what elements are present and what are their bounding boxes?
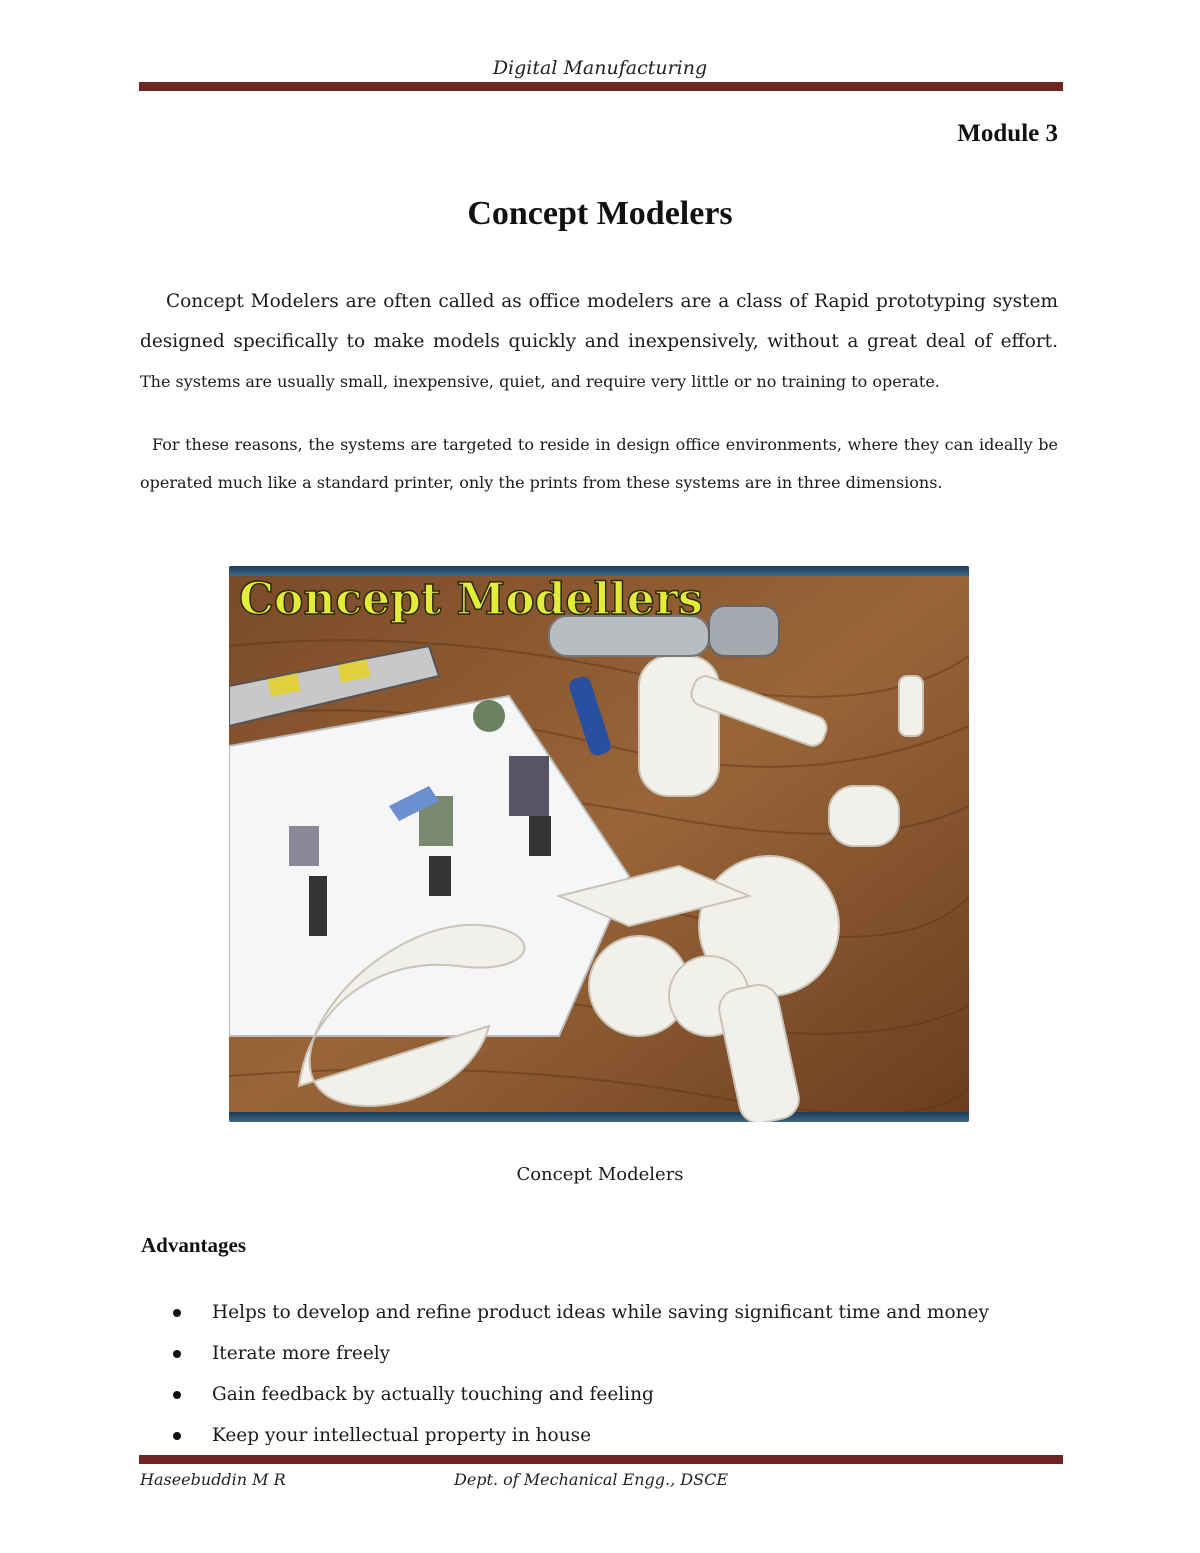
advantages-list — [141, 1296, 989, 1460]
intro-paragraph-main: Concept Modelers are often called as office modelers are a class of Rapid prototyping system designed specifically to make models quickly and inexpensively, without a great deal of effort. — [140, 291, 1058, 352]
advantages-heading: Advantages — [141, 1233, 247, 1257]
bullet-icon — [173, 1309, 181, 1317]
footer-department: Dept. of Mechanical Engg., DSCE — [454, 1470, 728, 1489]
header-title: Digital Manufacturing — [492, 57, 708, 79]
intro-paragraph — [140, 282, 1058, 402]
intro-paragraph-tail: The systems are usually small, inexpensive, quiet, and require very little or no training to operate. — [140, 372, 940, 391]
bullet-icon — [173, 1350, 181, 1358]
photo-overlay-text: Concept Modellers — [239, 574, 703, 625]
module-label: Module 3 — [957, 120, 1058, 147]
environment-paragraph: For these reasons, the systems are targeted to reside in design office environments, where they can ideally be operated much like a standard printer, only the prints from these systems are in three dimensions. — [140, 435, 1058, 492]
list-item — [141, 1337, 989, 1378]
list-item-text: Gain feedback by actually touching and feeling — [212, 1384, 654, 1405]
footer-author: Haseebuddin M R — [140, 1470, 286, 1489]
footer-rule — [139, 1455, 1063, 1464]
bullet-icon — [173, 1432, 181, 1440]
header-rule — [139, 82, 1063, 91]
list-item-text: Helps to develop and refine product ideas while saving significant time and money — [212, 1302, 989, 1323]
list-item-text: Iterate more freely — [212, 1343, 391, 1364]
list-item-text: Keep your intellectual property in house — [212, 1425, 592, 1446]
list-item — [141, 1378, 989, 1419]
page-title: Concept Modelers — [467, 195, 733, 232]
figure-caption: Concept Modelers — [516, 1164, 684, 1185]
bullet-icon — [173, 1391, 181, 1399]
concept-modellers-photo — [229, 566, 969, 1122]
list-item — [141, 1296, 989, 1337]
list-item — [141, 1419, 989, 1460]
bottom-bar — [229, 1112, 969, 1122]
